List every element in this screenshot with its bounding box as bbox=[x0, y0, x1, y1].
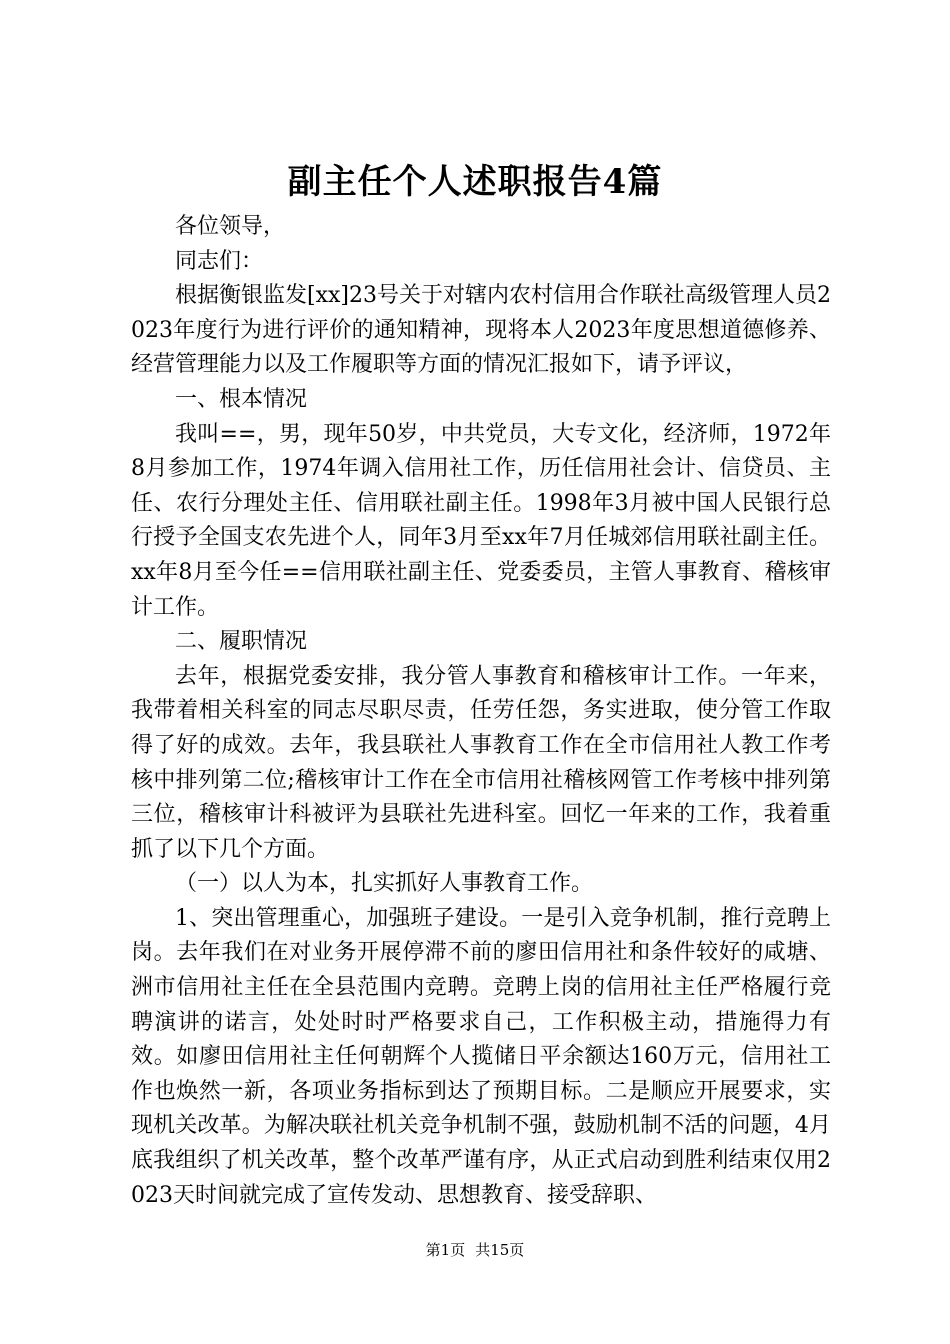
page-total: 共15页 bbox=[475, 1241, 525, 1259]
paragraph-salutation-2: 同志们： bbox=[175, 248, 264, 274]
paragraph-performance: 去年，根据党委安排，我分管人事教育和稽核审计工作。一年来，我带着相关科室的同志尽职尽责，任劳任怨，务实进取，使分管工作取得了好的成效。去年，我县联社人事教育工作在全市信用社人教工作考核中排列第二位;稽核审计工作在全市信用社稽核网管工作考核中排列第三位，稽核审计科被评为县联社先进科室。回忆一年来的工作，我着重抓了以下几个方面。 bbox=[131, 663, 831, 862]
paragraph-hr-detail: 1、突出管理重心，加强班子建设。一是引入竞争机制，推行竞聘上岗。去年我们在对业务开展停滞不前的廖田信用社和条件较好的咸塘、洲市信用社主任在全县范围内竞聘。竞聘上岗的信用社主任严格履行竞聘演讲的诺言，处处时时严格要求自己，工作积极主动，措施得力有效。如廖田信用社主任何朝辉个人揽储日平余额达160万元，信用社工作也焕然一新，各项业务指标到达了预期目标。二是顺应开展要求，实现机关改革。为解决联社机关竞争机制不强，鼓励机制不活的问题，4月底我组织了机关改革，整个改革严谨有序，从正式启动到胜利结束仅用2023天时间就完成了宣传发动、思想教育、接受辞职、 bbox=[131, 905, 831, 1208]
section-heading-performance: 二、履职情况 bbox=[175, 629, 308, 655]
paragraph-basic-info: 我叫==，男，现年50岁，中共党员，大专文化，经济师，1972年8月参加工作，1974年调入信用社工作，历任信用社会计、信贷员、主任、农行分理处主任、信用联社副主任。1998年3月被中国人民银行总行授予全国支农先进个人，同年3月至xx年7月任城郊信用联社副主任。xx年8月至今任==信用联社副主任、党委委员，主管人事教育、稽核审计工作。 bbox=[131, 421, 831, 620]
page-footer bbox=[0, 1240, 950, 1260]
section-heading-basic-info: 一、根本情况 bbox=[175, 386, 308, 412]
document-title: 副主任个人述职报告4篇 bbox=[287, 162, 663, 202]
subsection-heading-hr: （一）以人为本，扎实抓好人事教育工作。 bbox=[175, 871, 594, 897]
paragraph-intro: 根据衡银监发[xx]23号关于对辖内农村信用合作联社高级管理人员2023年度行为进行评价的通知精神，现将本人2023年度思想道德修养、经营管理能力以及工作履职等方面的情况汇报如下，请予评议， bbox=[131, 283, 831, 378]
paragraph-salutation-1: 各位领导， bbox=[175, 214, 286, 239]
document-body bbox=[131, 210, 831, 1213]
page-number: 第1页 bbox=[425, 1241, 466, 1259]
